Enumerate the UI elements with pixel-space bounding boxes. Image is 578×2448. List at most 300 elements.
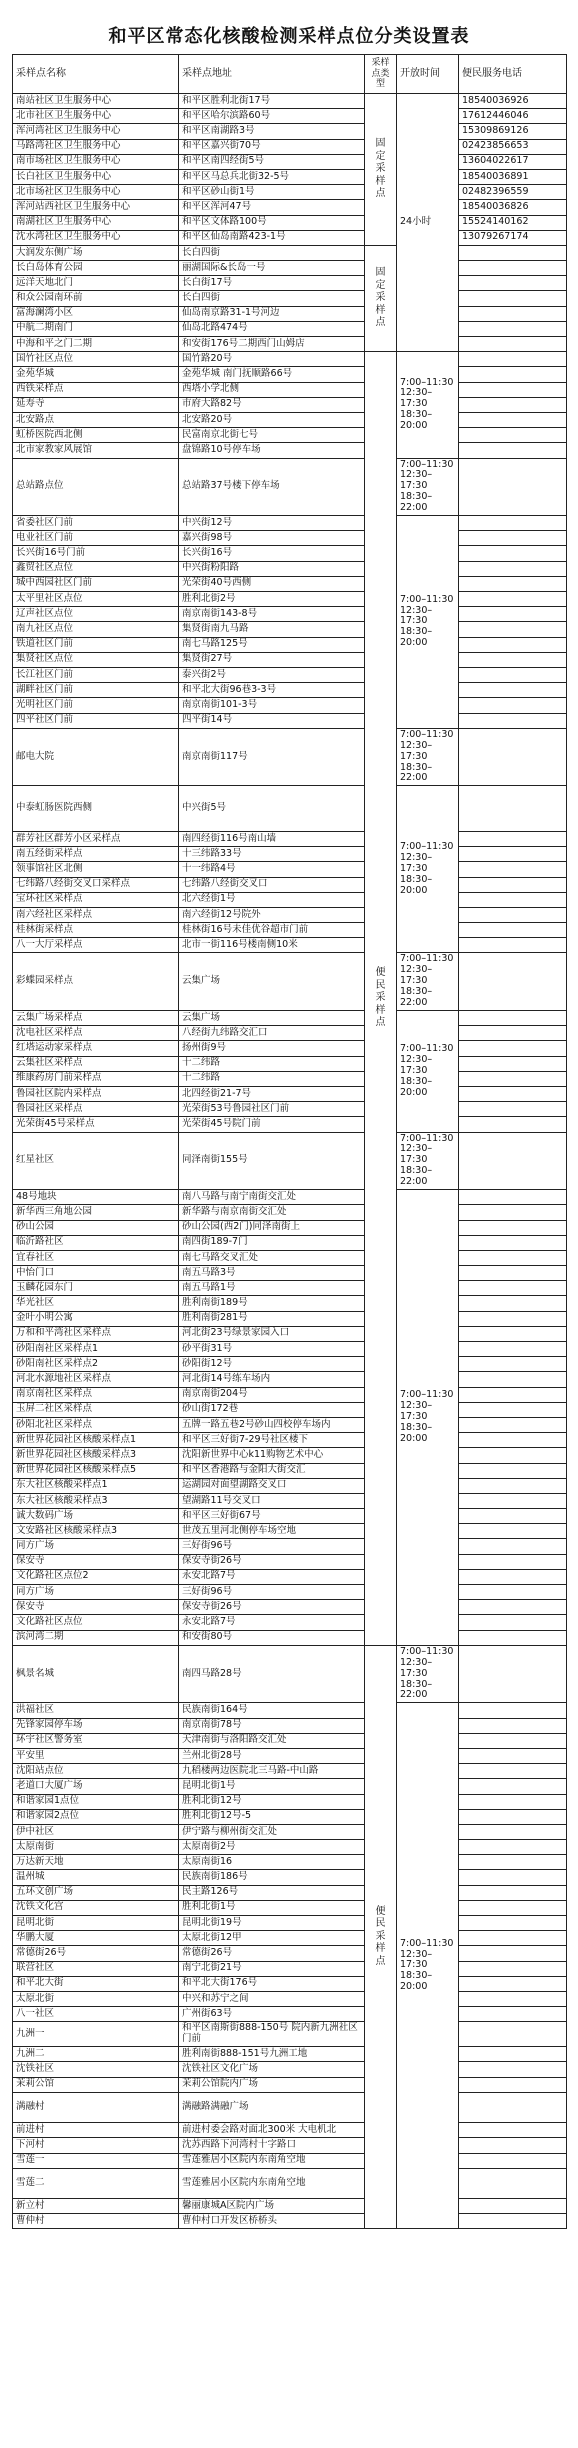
sampling-point-address: 八经街九纬路交汇口 xyxy=(179,1026,365,1041)
table-row xyxy=(13,2022,567,2047)
service-phone xyxy=(459,1794,567,1809)
sampling-point-name: 北安路点 xyxy=(13,412,179,427)
service-phone xyxy=(459,561,567,576)
table-row xyxy=(13,1524,567,1539)
sampling-point-name: 新立村 xyxy=(13,2199,179,2214)
table-row xyxy=(13,1448,567,1463)
sampling-point-address: 四平街14号 xyxy=(179,713,365,728)
sampling-point-address: 中兴街粉阳路 xyxy=(179,561,365,576)
service-phone xyxy=(459,1448,567,1463)
service-phone xyxy=(459,1748,567,1763)
sampling-point-type-label: 便民采样点 xyxy=(375,967,386,1029)
service-phone xyxy=(459,1946,567,1961)
sampling-point-type xyxy=(365,245,397,351)
table-row xyxy=(13,2199,567,2214)
sampling-point-name: 新世界花园社区核酸采样点3 xyxy=(13,1448,179,1463)
sampling-point-name: 新华西三角地公园 xyxy=(13,1205,179,1220)
table-row xyxy=(13,1794,567,1809)
sampling-point-name: 万达新天地 xyxy=(13,1855,179,1870)
open-time: 7:00–11:30 12:30–17:30 18:30–22:00 xyxy=(397,1132,459,1190)
table-row xyxy=(13,1387,567,1402)
sampling-point-name: 光荣街45号采样点 xyxy=(13,1117,179,1132)
sampling-point-name: 金苑华城 xyxy=(13,367,179,382)
sampling-point-name: 长白岛体育公园 xyxy=(13,261,179,276)
sampling-point-name: 满融村 xyxy=(13,2092,179,2122)
service-phone xyxy=(459,1885,567,1900)
open-time: 7:00–11:30 12:30–17:30 18:30–22:00 xyxy=(397,953,459,1011)
sampling-point-address: 三好街96号 xyxy=(179,1585,365,1600)
sampling-point-name: 南站社区卫生服务中心 xyxy=(13,94,179,109)
table-row xyxy=(13,1220,567,1235)
sampling-point-name: 先锋家园停车场 xyxy=(13,1718,179,1733)
sampling-point-address: 北安路20号 xyxy=(179,412,365,427)
table-row xyxy=(13,786,567,832)
table-row xyxy=(13,1266,567,1281)
sampling-point-address: 常德街26号 xyxy=(179,1946,365,1961)
sampling-point-address: 和平区三好街67号 xyxy=(179,1509,365,1524)
sampling-point-name: 温州城 xyxy=(13,1870,179,1885)
sampling-point-address: 永安北路7号 xyxy=(179,1569,365,1584)
sampling-point-address: 运湖园对面望湖路交叉口 xyxy=(179,1478,365,1493)
table-row xyxy=(13,531,567,546)
table-body xyxy=(13,94,567,2229)
service-phone xyxy=(459,1615,567,1630)
table-row xyxy=(13,1296,567,1311)
table-row xyxy=(13,576,567,591)
sampling-point-name: 彩蝶园采样点 xyxy=(13,953,179,1011)
sampling-point-name: 东大社区核酸采样点1 xyxy=(13,1478,179,1493)
sampling-point-address: 望湖路11号交叉口 xyxy=(179,1493,365,1508)
sampling-point-address: 民主路126号 xyxy=(179,1885,365,1900)
service-phone xyxy=(459,382,567,397)
service-phone xyxy=(459,1539,567,1554)
sampling-point-name: 和谐家园1点位 xyxy=(13,1794,179,1809)
sampling-point-name: 茉莉公馆 xyxy=(13,2077,179,2092)
sampling-point-type-label: 固定采样点 xyxy=(375,267,386,329)
sampling-point-address: 南京南街204号 xyxy=(179,1387,365,1402)
sampling-point-name: 和众公园南环前 xyxy=(13,291,179,306)
sampling-point-name: 万和和平湾社区采样点 xyxy=(13,1326,179,1341)
sampling-point-name: 沈阳站点位 xyxy=(13,1764,179,1779)
open-time: 7:00–11:30 12:30–17:30 18:30–20:00 xyxy=(397,1703,459,2229)
header-type: 采样点类型 xyxy=(365,55,397,94)
table-row xyxy=(13,1645,567,1703)
service-phone xyxy=(459,1840,567,1855)
table-row xyxy=(13,622,567,637)
sampling-point-name: 九洲二 xyxy=(13,2047,179,2062)
sampling-point-address: 同泽南街155号 xyxy=(179,1132,365,1190)
sampling-point-name: 南京南社区采样点 xyxy=(13,1387,179,1402)
table-row xyxy=(13,1433,567,1448)
service-phone xyxy=(459,443,567,458)
table-row xyxy=(13,367,567,382)
sampling-point-address: 南京南街143-8号 xyxy=(179,607,365,622)
table-row xyxy=(13,1824,567,1839)
open-time: 7:00–11:30 12:30–17:30 18:30–22:00 xyxy=(397,458,459,516)
sampling-point-address: 桂林街16号未佳优谷超市门前 xyxy=(179,923,365,938)
service-phone xyxy=(459,2022,567,2047)
open-time: 7:00–11:30 12:30–17:30 18:30–20:00 xyxy=(397,516,459,729)
sampling-point-type xyxy=(365,352,397,1646)
table-row xyxy=(13,1976,567,1991)
sampling-point-address: 总站路37号楼下停车场 xyxy=(179,458,365,516)
table-row xyxy=(13,397,567,412)
table-row xyxy=(13,1900,567,1915)
service-phone xyxy=(459,1554,567,1569)
table-row xyxy=(13,831,567,846)
table-row xyxy=(13,1478,567,1493)
service-phone xyxy=(459,607,567,622)
sampling-point-name: 金叶小明公寓 xyxy=(13,1311,179,1326)
sampling-point-address: 盘锦路10号停车场 xyxy=(179,443,365,458)
table-row xyxy=(13,1326,567,1341)
sampling-point-address: 和平区三好街7-29号社区楼下 xyxy=(179,1433,365,1448)
table-row xyxy=(13,1539,567,1554)
service-phone xyxy=(459,397,567,412)
service-phone xyxy=(459,306,567,321)
service-phone xyxy=(459,1102,567,1117)
sampling-point-address: 北四经街21-7号 xyxy=(179,1086,365,1101)
service-phone xyxy=(459,698,567,713)
sampling-point-address: 世茂五里河北侧停车场空地 xyxy=(179,1524,365,1539)
table-row xyxy=(13,1885,567,1900)
table-container xyxy=(12,54,566,2229)
table-row xyxy=(13,169,567,184)
service-phone xyxy=(459,1357,567,1372)
sampling-point-address: 十二纬路 xyxy=(179,1056,365,1071)
sampling-point-address: 泰兴街2号 xyxy=(179,667,365,682)
service-phone xyxy=(459,337,567,352)
sampling-point-address: 中兴街5号 xyxy=(179,786,365,832)
table-row xyxy=(13,1585,567,1600)
table-row xyxy=(13,1630,567,1645)
sampling-point-name: 河北水源地社区采样点 xyxy=(13,1372,179,1387)
header-phone: 便民服务电话 xyxy=(459,55,567,94)
table-row xyxy=(13,1205,567,1220)
header-name: 采样点名称 xyxy=(13,55,179,94)
sampling-point-address: 三好街96号 xyxy=(179,1539,365,1554)
table-row xyxy=(13,94,567,109)
sampling-point-name: 砂阳南社区采样点2 xyxy=(13,1357,179,1372)
sampling-point-name: 华鹏大厦 xyxy=(13,1931,179,1946)
sampling-point-address: 兰州北街28号 xyxy=(179,1748,365,1763)
table-row xyxy=(13,1026,567,1041)
sampling-point-name: 中怡门口 xyxy=(13,1266,179,1281)
service-phone xyxy=(459,862,567,877)
sampling-point-name: 华光社区 xyxy=(13,1296,179,1311)
service-phone xyxy=(459,1071,567,1086)
service-phone xyxy=(459,546,567,561)
service-phone xyxy=(459,2092,567,2122)
sampling-point-name: 太原北街 xyxy=(13,1991,179,2006)
sampling-point-name: 滨河湾二期 xyxy=(13,1630,179,1645)
sampling-point-address: 西塔小学北侧 xyxy=(179,382,365,397)
sampling-point-name: 城中西园社区门前 xyxy=(13,576,179,591)
table-row xyxy=(13,1946,567,1961)
sampling-point-name: 联营社区 xyxy=(13,1961,179,1976)
service-phone: 18540036826 xyxy=(459,200,567,215)
sampling-point-address: 北六经街1号 xyxy=(179,892,365,907)
sampling-point-address: 中兴街12号 xyxy=(179,516,365,531)
table-row xyxy=(13,1615,567,1630)
sampling-point-address: 胜利北街12号-5 xyxy=(179,1809,365,1824)
service-phone xyxy=(459,531,567,546)
sampling-point-name: 桂林街采样点 xyxy=(13,923,179,938)
table-row xyxy=(13,185,567,200)
service-phone xyxy=(459,1235,567,1250)
service-phone xyxy=(459,1190,567,1205)
sampling-point-address: 光荣街53号鲁园社区门前 xyxy=(179,1102,365,1117)
service-phone xyxy=(459,1569,567,1584)
sampling-point-address: 长白四街 xyxy=(179,291,365,306)
service-phone xyxy=(459,877,567,892)
sampling-point-name: 砂阳南社区采样点1 xyxy=(13,1342,179,1357)
sampling-point-name: 洪福社区 xyxy=(13,1703,179,1718)
sampling-point-address: 民富南京北街七号 xyxy=(179,428,365,443)
table-row xyxy=(13,412,567,427)
sampling-point-name: 雪莲二 xyxy=(13,2168,179,2198)
sampling-point-address: 南宁北街21号 xyxy=(179,1961,365,1976)
table-row xyxy=(13,516,567,531)
service-phone xyxy=(459,2047,567,2062)
sampling-point-address: 广州街63号 xyxy=(179,2007,365,2022)
table-row xyxy=(13,382,567,397)
table-row xyxy=(13,667,567,682)
table-row xyxy=(13,1102,567,1117)
service-phone xyxy=(459,352,567,367)
service-phone xyxy=(459,2062,567,2077)
table-row xyxy=(13,1011,567,1026)
open-time: 7:00–11:30 12:30–17:30 18:30–20:00 xyxy=(397,1190,459,1646)
sampling-point-address: 胜利北街1号 xyxy=(179,1900,365,1915)
sampling-point-address: 和平区砂山街1号 xyxy=(179,185,365,200)
sampling-point-name: 48号地块 xyxy=(13,1190,179,1205)
sampling-point-address: 保安寺街26号 xyxy=(179,1554,365,1569)
sampling-point-name: 邮电大院 xyxy=(13,728,179,786)
sampling-point-name: 玉麟花园东门 xyxy=(13,1281,179,1296)
table-row xyxy=(13,1056,567,1071)
sampling-point-name: 新世界花园社区核酸采样点5 xyxy=(13,1463,179,1478)
service-phone xyxy=(459,1585,567,1600)
sampling-point-name: 中航二期南门 xyxy=(13,321,179,336)
service-phone xyxy=(459,1011,567,1026)
service-phone xyxy=(459,1718,567,1733)
service-phone xyxy=(459,1509,567,1524)
service-phone xyxy=(459,291,567,306)
table-row xyxy=(13,109,567,124)
service-phone xyxy=(459,1117,567,1132)
service-phone xyxy=(459,1630,567,1645)
sampling-point-address: 茉莉公馆院内广场 xyxy=(179,2077,365,2092)
sampling-point-type-label: 便民采样点 xyxy=(375,1905,386,1967)
table-row xyxy=(13,1132,567,1190)
open-time: 24小时 xyxy=(397,94,459,352)
sampling-point-address: 太原南街16 xyxy=(179,1855,365,1870)
sampling-point-name: 东大社区核酸采样点3 xyxy=(13,1493,179,1508)
sampling-point-name: 环宇社区警务室 xyxy=(13,1733,179,1748)
sampling-point-address: 和安街176号二期西门山姆店 xyxy=(179,337,365,352)
sampling-point-address: 南五马路1号 xyxy=(179,1281,365,1296)
sampling-point-address: 河北街14号练车场内 xyxy=(179,1372,365,1387)
sampling-point-name: 长兴街16号门前 xyxy=(13,546,179,561)
sampling-point-name: 常德街26号 xyxy=(13,1946,179,1961)
sampling-point-address: 南七马路交叉汇处 xyxy=(179,1250,365,1265)
sampling-point-address: 和平区南湖路3号 xyxy=(179,124,365,139)
open-time: 7:00–11:30 12:30–17:30 18:30–22:00 xyxy=(397,1645,459,1703)
sampling-point-address: 昆明北街1号 xyxy=(179,1779,365,1794)
sampling-point-address: 胜利南街189号 xyxy=(179,1296,365,1311)
service-phone xyxy=(459,1326,567,1341)
sampling-point-address: 南京南街78号 xyxy=(179,1718,365,1733)
sampling-point-name: 八一社区 xyxy=(13,2007,179,2022)
sampling-point-name: 同方广场 xyxy=(13,1585,179,1600)
sampling-point-address: 和平区南四经街5号 xyxy=(179,154,365,169)
table-row xyxy=(13,1809,567,1824)
sampling-point-address: 南四街189-7门 xyxy=(179,1235,365,1250)
table-row xyxy=(13,2077,567,2092)
sampling-point-address: 扬州街9号 xyxy=(179,1041,365,1056)
table-row xyxy=(13,1463,567,1478)
sampling-point-address: 仙岛北路474号 xyxy=(179,321,365,336)
sampling-point-name: 鲁园社区院内采样点 xyxy=(13,1086,179,1101)
service-phone xyxy=(459,428,567,443)
table-row xyxy=(13,652,567,667)
service-phone xyxy=(459,1900,567,1915)
service-phone xyxy=(459,1220,567,1235)
sampling-point-name: 同方广场 xyxy=(13,1539,179,1554)
sampling-point-name: 雪莲一 xyxy=(13,2153,179,2168)
service-phone xyxy=(459,713,567,728)
sampling-point-address: 市府大路82号 xyxy=(179,397,365,412)
sampling-point-name: 群芳社区群芳小区采样点 xyxy=(13,831,179,846)
sampling-point-address: 七纬路八经街交叉口 xyxy=(179,877,365,892)
service-phone xyxy=(459,2199,567,2214)
sampling-point-name: 临沂路社区 xyxy=(13,1235,179,1250)
table-row xyxy=(13,1342,567,1357)
table-row xyxy=(13,1855,567,1870)
sampling-point-name: 鑫贸社区点位 xyxy=(13,561,179,576)
table-row xyxy=(13,1190,567,1205)
sampling-point-name: 平安里 xyxy=(13,1748,179,1763)
sampling-point-name: 维康药房门前采样点 xyxy=(13,1071,179,1086)
sampling-point-name: 长江社区门前 xyxy=(13,667,179,682)
sampling-point-name: 伊中社区 xyxy=(13,1824,179,1839)
table-row xyxy=(13,1372,567,1387)
table-row xyxy=(13,458,567,516)
table-row xyxy=(13,698,567,713)
sampling-point-name: 新世界花园社区核酸采样点1 xyxy=(13,1433,179,1448)
table-row xyxy=(13,1569,567,1584)
table-row xyxy=(13,2123,567,2138)
sampling-point-address: 十一纬路4号 xyxy=(179,862,365,877)
sampling-point-address: 新华路与南京南街交汇处 xyxy=(179,1205,365,1220)
service-phone xyxy=(459,938,567,953)
service-phone xyxy=(459,1372,567,1387)
table-row xyxy=(13,261,567,276)
sampling-point-address: 天津南街与洛阳路交汇处 xyxy=(179,1733,365,1748)
table-row xyxy=(13,306,567,321)
sampling-point-name: 红塔运动家采样点 xyxy=(13,1041,179,1056)
table-row xyxy=(13,321,567,336)
service-phone xyxy=(459,367,567,382)
sampling-point-address: 光荣街45号院门前 xyxy=(179,1117,365,1132)
service-phone xyxy=(459,516,567,531)
table-row xyxy=(13,352,567,367)
sampling-point-address: 光荣街40号西侧 xyxy=(179,576,365,591)
sampling-point-name: 文化路社区点位 xyxy=(13,1615,179,1630)
table-row xyxy=(13,1311,567,1326)
sampling-point-name: 四平社区门前 xyxy=(13,713,179,728)
service-phone: 13079267174 xyxy=(459,230,567,245)
service-phone xyxy=(459,1600,567,1615)
sampling-point-name: 保安寺 xyxy=(13,1554,179,1569)
sampling-point-name: 延寿寺 xyxy=(13,397,179,412)
sampling-point-name: 国竹社区点位 xyxy=(13,352,179,367)
table-row xyxy=(13,1961,567,1976)
sampling-point-name: 南市场社区卫生服务中心 xyxy=(13,154,179,169)
service-phone: 15309869126 xyxy=(459,124,567,139)
sampling-point-address: 仙岛南京路31-1号河边 xyxy=(179,306,365,321)
table-row xyxy=(13,276,567,291)
sampling-point-name: 云集广场采样点 xyxy=(13,1011,179,1026)
sampling-point-address: 南四马路28号 xyxy=(179,1645,365,1703)
sampling-point-name: 下河村 xyxy=(13,2138,179,2153)
service-phone: 18540036891 xyxy=(459,169,567,184)
open-time: 7:00–11:30 12:30–17:30 18:30–20:00 xyxy=(397,786,459,953)
sampling-point-address: 沈铁社区文化广场 xyxy=(179,2062,365,2077)
service-phone: 02482396559 xyxy=(459,185,567,200)
service-phone xyxy=(459,1976,567,1991)
table-row xyxy=(13,1779,567,1794)
sampling-point-address: 五牌一路五巷2号砂山四校停车场内 xyxy=(179,1417,365,1432)
sampling-point-name: 九洲一 xyxy=(13,2022,179,2047)
sampling-point-name: 五环文创广场 xyxy=(13,1885,179,1900)
table-row xyxy=(13,892,567,907)
sampling-point-address: 南八马路与南宁南街交汇处 xyxy=(179,1190,365,1205)
sampling-point-address: 云集广场 xyxy=(179,953,365,1011)
sampling-point-name: 集贤社区点位 xyxy=(13,652,179,667)
table-row xyxy=(13,953,567,1011)
table-row xyxy=(13,1931,567,1946)
service-phone xyxy=(459,907,567,922)
sampling-point-address: 和平区南斯街888-150号 院内新九洲社区门前 xyxy=(179,2022,365,2047)
sampling-point-address: 砂山街172巷 xyxy=(179,1402,365,1417)
sampling-point-address: 和平区马总兵北街32-5号 xyxy=(179,169,365,184)
sampling-point-address: 集贤街南九马路 xyxy=(179,622,365,637)
sampling-point-name: 南九社区点位 xyxy=(13,622,179,637)
table-row xyxy=(13,683,567,698)
sampling-point-address: 昆明北街19号 xyxy=(179,1916,365,1931)
service-phone xyxy=(459,1132,567,1190)
service-phone xyxy=(459,576,567,591)
sampling-point-name: 和平北大街 xyxy=(13,1976,179,1991)
sampling-point-address: 太原北街12甲 xyxy=(179,1931,365,1946)
sampling-point-address: 民族南街186号 xyxy=(179,1870,365,1885)
service-phone xyxy=(459,1916,567,1931)
sampling-point-address: 和平北大街176号 xyxy=(179,1976,365,1991)
table-row xyxy=(13,713,567,728)
service-phone xyxy=(459,2138,567,2153)
sampling-point-address: 馨丽康城A区院内广场 xyxy=(179,2199,365,2214)
table-row xyxy=(13,2214,567,2229)
table-row xyxy=(13,1554,567,1569)
sampling-point-address: 民族南街164号 xyxy=(179,1703,365,1718)
service-phone xyxy=(459,1764,567,1779)
service-phone xyxy=(459,786,567,832)
sampling-point-name: 北市场社区卫生服务中心 xyxy=(13,185,179,200)
service-phone xyxy=(459,1342,567,1357)
sampling-point-address: 金苑华城 南门抚顺路66号 xyxy=(179,367,365,382)
